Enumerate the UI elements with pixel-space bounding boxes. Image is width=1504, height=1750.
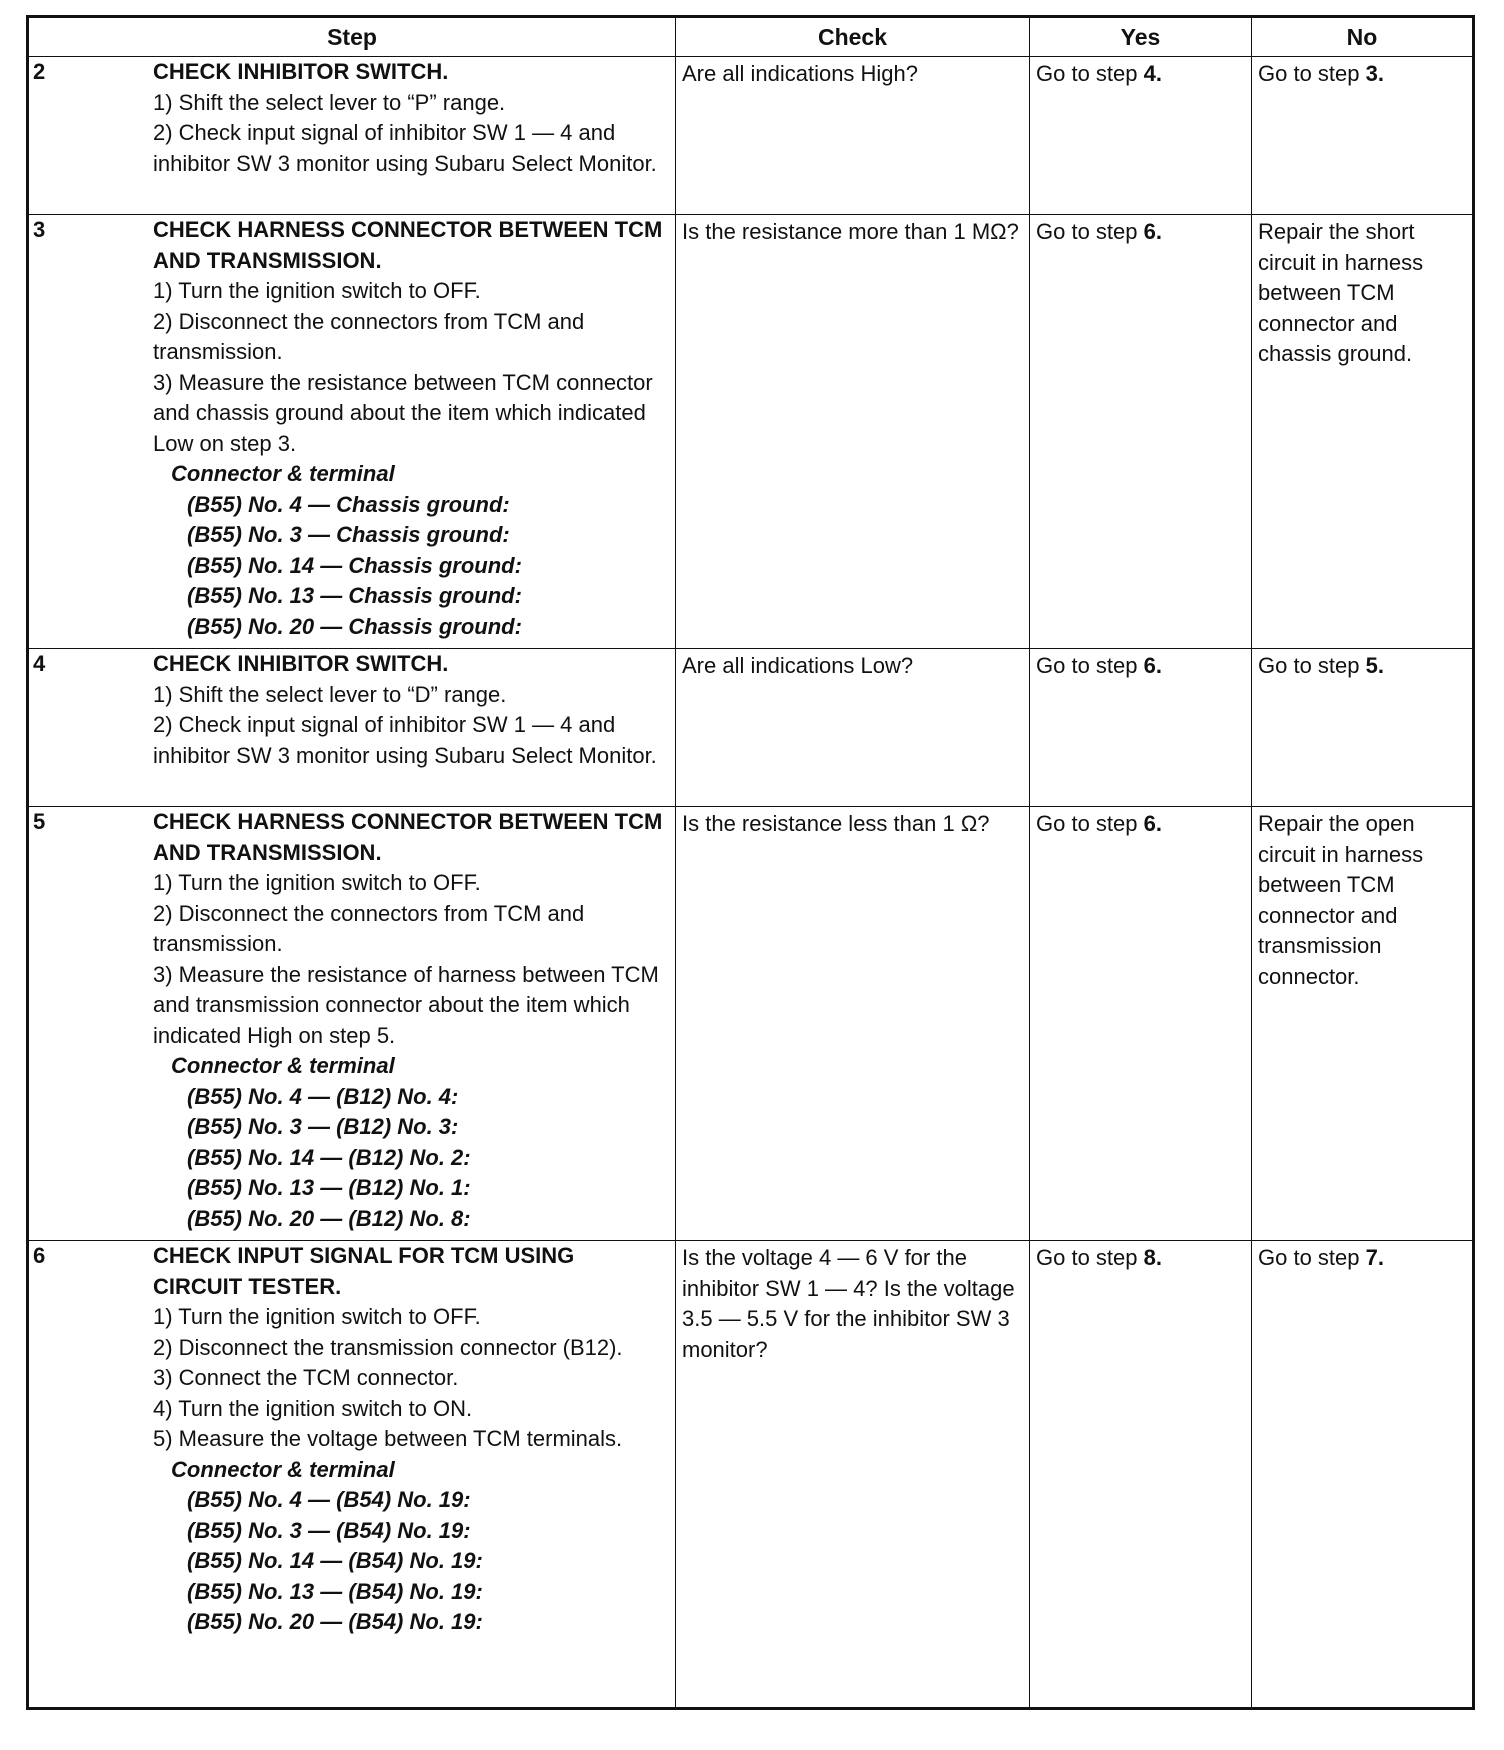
step-number: 5	[33, 809, 46, 834]
connector-terminal: (B55) No. 13 — (B54) No. 19:	[187, 1578, 483, 1604]
no-prefix: Go to step	[1258, 653, 1366, 678]
yes-action	[1030, 807, 1251, 840]
no-step-ref: 5.	[1365, 653, 1384, 678]
instruction-line: 1) Shift the select lever to “P” range.	[153, 89, 506, 115]
header-no: No	[1252, 17, 1474, 57]
yes-step-ref: 6.	[1143, 219, 1162, 244]
yes-cell	[1030, 57, 1252, 215]
header-yes: Yes	[1030, 17, 1252, 57]
yes-prefix: Go to step	[1036, 219, 1144, 244]
instruction-line: 2) Check input signal of inhibitor SW 1 — 4 and inhibitor SW 3 monitor using Subaru Select Monitor.	[153, 712, 657, 768]
connector-terminal: (B55) No. 4 — (B54) No. 19:	[187, 1487, 471, 1512]
step-number: 2	[33, 59, 46, 84]
instruction-line: 4) Turn the ignition switch to ON.	[153, 1395, 473, 1421]
connector-terminal: (B55) No. 20 — Chassis ground:	[187, 613, 522, 639]
no-step-ref: 3.	[1365, 61, 1384, 86]
diagnostic-table-container	[26, 15, 1472, 1710]
step-title: CHECK INPUT SIGNAL FOR TCM USING CIRCUIT TESTER.	[153, 1243, 575, 1299]
yes-prefix: Go to step	[1036, 1245, 1144, 1270]
instruction-line: 3) Connect the TCM connector.	[153, 1365, 459, 1390]
connector-terminal: (B55) No. 4 — (B12) No. 4:	[187, 1083, 459, 1109]
instruction-line: 2) Disconnect the connectors from TCM and transmission.	[153, 900, 585, 956]
connector-terminal: (B55) No. 13 — (B12) No. 1:	[187, 1175, 471, 1200]
connector-terminal: (B55) No. 20 — (B12) No. 8:	[187, 1205, 471, 1231]
connector-terminal: (B55) No. 20 — (B54) No. 19:	[187, 1609, 483, 1634]
connector-terminal: (B55) No. 14 — (B54) No. 19:	[187, 1548, 483, 1573]
instruction-line: 2) Disconnect the connectors from TCM and transmission.	[153, 308, 585, 364]
table-row	[28, 215, 1474, 649]
yes-action	[1030, 1241, 1251, 1274]
step-cell	[28, 649, 676, 807]
check-text: Are all indications High?	[682, 61, 919, 86]
yes-step-ref: 8.	[1143, 1245, 1162, 1270]
step-title: CHECK HARNESS CONNECTOR BETWEEN TCM AND TRANSMISSION.	[153, 217, 663, 273]
yes-prefix: Go to step	[1036, 653, 1144, 678]
connector-terminal: (B55) No. 14 — Chassis ground:	[187, 552, 522, 578]
connector-terminal: (B55) No. 3 — (B54) No. 19:	[187, 1517, 471, 1543]
header-row	[28, 17, 1474, 57]
step-number: 3	[33, 217, 46, 242]
table-body	[28, 57, 1474, 1709]
check-text: Is the voltage 4 — 6 V for the inhibitor SW 1 — 4? Is the voltage 3.5 — 5.5 V for the inhibitor SW 3 monitor?	[682, 1245, 1015, 1362]
connector-terminal: (B55) No. 3 — Chassis ground:	[187, 522, 510, 547]
connector-heading: Connector & terminal	[171, 461, 395, 486]
check-text: Are all indications Low?	[682, 653, 914, 678]
connector-terminal: (B55) No. 13 — Chassis ground:	[187, 583, 522, 608]
connector-terminal: (B55) No. 14 — (B12) No. 2:	[187, 1144, 471, 1170]
instruction-line: 1) Turn the ignition switch to OFF.	[153, 278, 481, 303]
connector-terminal: (B55) No. 4 — Chassis ground:	[187, 491, 510, 517]
instruction-line: 2) Disconnect the transmission connector (B12).	[153, 1334, 623, 1360]
instruction-line: 2) Check input signal of inhibitor SW 1 — 4 and inhibitor SW 3 monitor using Subaru Select Monitor.	[153, 120, 657, 176]
step-title: CHECK INHIBITOR SWITCH.	[153, 59, 449, 84]
step-instructions	[153, 215, 675, 642]
step-number: 4	[33, 651, 46, 676]
instruction-line: 5) Measure the voltage between TCM terminals.	[153, 1426, 623, 1451]
check-cell	[676, 215, 1030, 649]
no-action	[1252, 57, 1472, 90]
diagnostic-table	[26, 15, 1475, 1710]
yes-action	[1030, 57, 1251, 90]
yes-cell	[1030, 1241, 1252, 1709]
yes-prefix: Go to step	[1036, 811, 1144, 836]
yes-action	[1030, 215, 1251, 248]
yes-step-ref: 6.	[1143, 811, 1162, 836]
header-check: Check	[676, 17, 1030, 57]
no-action: Repair the short circuit in harness between TCM connector and chassis ground.	[1258, 219, 1424, 366]
check-cell	[676, 57, 1030, 215]
instruction-line: 1) Turn the ignition switch to OFF.	[153, 1304, 481, 1329]
yes-prefix: Go to step	[1036, 61, 1144, 86]
check-cell	[676, 649, 1030, 807]
yes-cell	[1030, 215, 1252, 649]
instruction-line: 1) Turn the ignition switch to OFF.	[153, 870, 481, 895]
no-prefix: Go to step	[1258, 61, 1366, 86]
no-cell	[1252, 807, 1474, 1241]
yes-action	[1030, 649, 1251, 682]
step-title: CHECK INHIBITOR SWITCH.	[153, 651, 449, 676]
connector-heading: Connector & terminal	[171, 1053, 395, 1078]
table-row	[28, 57, 1474, 215]
no-step-ref: 7.	[1365, 1245, 1384, 1270]
no-action	[1252, 1241, 1472, 1274]
step-instructions	[153, 1241, 675, 1638]
step-title: CHECK HARNESS CONNECTOR BETWEEN TCM AND TRANSMISSION.	[153, 809, 663, 865]
table-row	[28, 807, 1474, 1241]
no-action	[1252, 649, 1472, 682]
step-cell	[28, 215, 676, 649]
yes-cell	[1030, 649, 1252, 807]
no-cell	[1252, 215, 1474, 649]
no-prefix: Go to step	[1258, 1245, 1366, 1270]
yes-step-ref: 6.	[1143, 653, 1162, 678]
check-cell	[676, 1241, 1030, 1709]
instruction-line: 1) Shift the select lever to “D” range.	[153, 681, 507, 707]
instruction-line: 3) Measure the resistance between TCM connector and chassis ground about the item which indicated Low on step 3.	[153, 369, 653, 456]
no-action: Repair the open circuit in harness between TCM connector and transmission connector.	[1258, 811, 1424, 989]
yes-cell	[1030, 807, 1252, 1241]
no-cell	[1252, 649, 1474, 807]
step-instructions	[153, 807, 675, 1234]
step-cell	[28, 807, 676, 1241]
no-cell	[1252, 57, 1474, 215]
table-row	[28, 649, 1474, 807]
step-instructions	[153, 57, 675, 179]
check-cell	[676, 807, 1030, 1241]
step-cell	[28, 1241, 676, 1709]
check-text: Is the resistance less than 1 Ω?	[682, 811, 990, 836]
connector-terminal: (B55) No. 3 — (B12) No. 3:	[187, 1114, 459, 1139]
instruction-line: 3) Measure the resistance of harness between TCM and transmission connector about the item which indicated High on step 5.	[153, 961, 659, 1048]
header-step: Step	[28, 17, 676, 57]
table-row	[28, 1241, 1474, 1709]
no-cell	[1252, 1241, 1474, 1709]
yes-step-ref: 4.	[1143, 61, 1162, 86]
connector-heading: Connector & terminal	[171, 1456, 395, 1482]
check-text: Is the resistance more than 1 MΩ?	[682, 219, 1019, 244]
step-number: 6	[33, 1243, 46, 1268]
step-cell	[28, 57, 676, 215]
step-instructions	[153, 649, 675, 771]
